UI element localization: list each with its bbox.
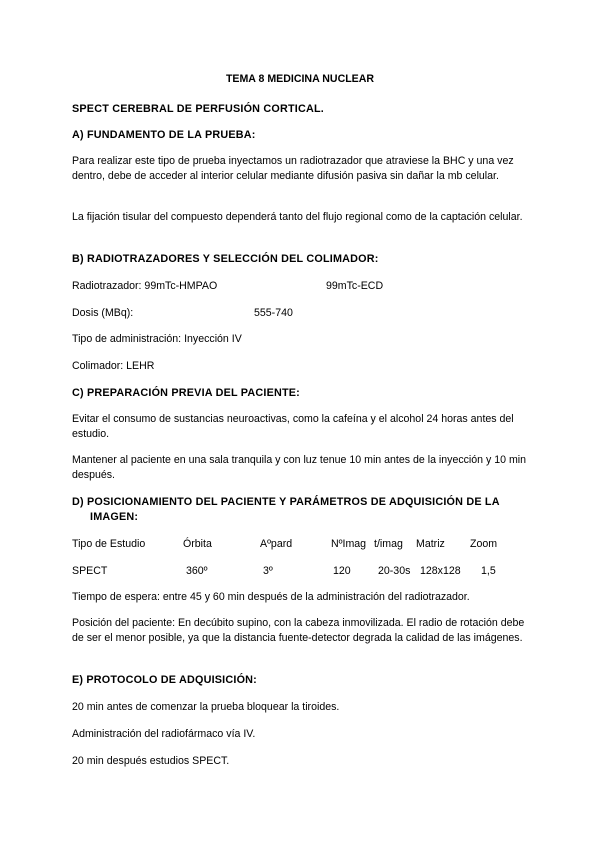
colimador-text: Colimador: LEHR: [72, 360, 155, 372]
section-d-espera: Tiempo de espera: entre 45 y 60 min después de la administración del radiotrazador.: [72, 591, 470, 603]
section-a-paragraph-2: La fijación tisular del compuesto dependerá tanto del flujo regional como de la captación celular.: [72, 211, 523, 223]
page-title: TEMA 8 MEDICINA NUCLEAR: [225, 73, 375, 85]
table-cell-zoom: 1,5: [481, 565, 496, 577]
section-d-heading-line-2: IMAGEN:: [90, 511, 139, 523]
table-header-matriz: Matriz: [416, 538, 445, 550]
section-e-line-3: 20 min después estudios SPECT.: [72, 755, 230, 767]
table-cell-apard: 3º: [263, 565, 273, 577]
section-a-paragraph-1: Para realizar este tipo de prueba inyectamos un radiotrazador que atraviese la BHC y una vez dentro, debe de acceder al interior celular mediante difusión pasiva sin dañar la mb celular.: [72, 155, 514, 182]
section-e-line-1: 20 min antes de comenzar la prueba bloquear la tiroides.: [72, 701, 340, 713]
section-e-line-2: Administración del radiofármaco vía IV.: [72, 728, 256, 740]
radiotrazador-alt: 99mTc-ECD: [326, 280, 384, 292]
table-cell-tipo-estudio: SPECT: [72, 565, 108, 577]
table-header-apard: Aºpard: [260, 538, 293, 550]
table-cell-matriz: 128x128: [420, 565, 461, 577]
radiotrazador-label: Radiotrazador: 99mTc-HMPAO: [72, 280, 218, 292]
section-e-heading: E) PROTOCOLO DE ADQUISICIÓN:: [72, 674, 257, 686]
section-d-posicion: Posición del paciente: En decúbito supino, con la cabeza inmovilizada. El radio de rotación debe de ser el menor posible, ya que la distancia fuente-detector degrada la calidad de las imágenes.: [72, 617, 525, 644]
table-header-zoom: Zoom: [470, 538, 498, 550]
administracion-text: Tipo de administración: Inyección IV: [72, 333, 242, 345]
table-header-tipo-estudio: Tipo de Estudio: [72, 538, 146, 550]
table-cell-timag: 20-30s: [378, 565, 411, 577]
table-header-nimag: NºImag: [331, 538, 367, 550]
section-b-heading: B) RADIOTRAZADORES Y SELECCIÓN DEL COLIMADOR:: [72, 253, 379, 265]
table-cell-orbita: 360º: [186, 565, 208, 577]
section-c-heading: C) PREPARACIÓN PREVIA DEL PACIENTE:: [72, 387, 300, 399]
table-header-orbita: Órbita: [183, 538, 212, 550]
table-header-timag: t/imag: [374, 538, 403, 550]
section-c-paragraph-2: Mantener al paciente en una sala tranquila y con luz tenue 10 min antes de la inyección y 10 min después.: [72, 454, 527, 481]
section-d-heading-line-1: D) POSICIONAMIENTO DEL PACIENTE Y PARÁMETROS DE ADQUISICIÓN DE LA: [72, 496, 500, 508]
section-a-heading: A) FUNDAMENTO DE LA PRUEBA:: [72, 129, 256, 141]
dosis-value: 555-740: [254, 307, 293, 319]
main-heading: SPECT CEREBRAL DE PERFUSIÓN CORTICAL.: [72, 103, 324, 115]
dosis-label: Dosis (MBq):: [72, 307, 134, 319]
section-c-paragraph-1: Evitar el consumo de sustancias neuroactivas, como la cafeína y el alcohol 24 horas antes del estudio.: [72, 413, 514, 440]
table-cell-nimag: 120: [333, 565, 351, 577]
